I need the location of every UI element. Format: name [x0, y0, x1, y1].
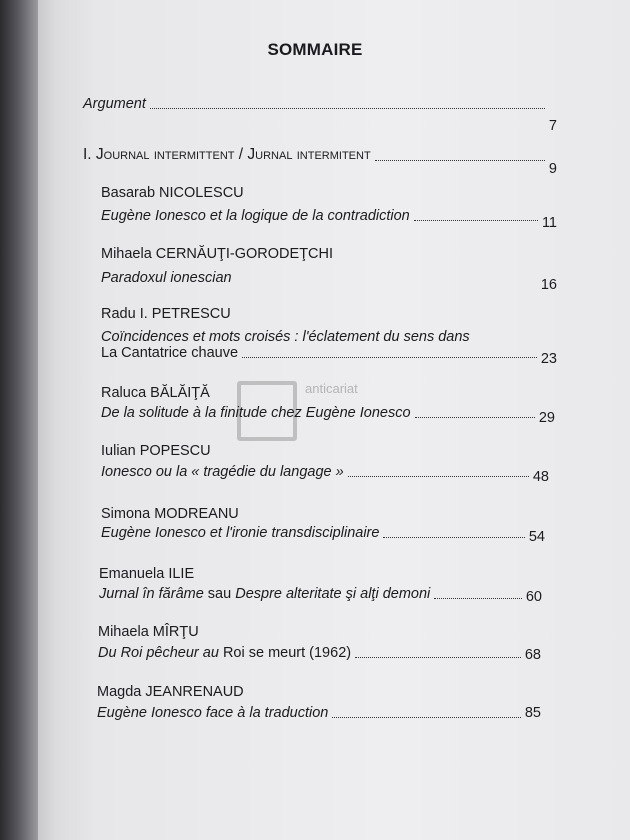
toc-page: 23: [540, 351, 557, 367]
toc-title: Eugène Ionesco face à la traduction: [97, 705, 329, 721]
toc-page: 54: [528, 529, 545, 545]
toc-page: 9: [548, 161, 557, 177]
toc-row: [97, 705, 541, 721]
dot-leader: [383, 536, 524, 538]
dot-leader: [242, 356, 537, 358]
toc-page: 85: [524, 705, 541, 721]
toc-author: Simona MODREANU: [101, 506, 239, 522]
book-binding-shadow: [0, 0, 38, 840]
dot-leader: [415, 416, 535, 418]
toc-author: Magda JEANRENAUD: [97, 684, 244, 700]
toc-title-part: Despre alteritate şi alţi demoni: [235, 586, 431, 602]
toc-page: 29: [538, 410, 555, 426]
toc-label: Argument: [83, 96, 146, 112]
toc-row: [101, 464, 549, 485]
toc-row: [101, 208, 557, 231]
toc-page: 60: [525, 589, 542, 605]
dot-leader: [414, 219, 538, 221]
dot-leader: [150, 107, 545, 109]
toc-title: Paradoxul ionescian: [101, 270, 232, 286]
toc-row: [101, 345, 557, 367]
toc-title-cont: La Cantatrice chauve: [101, 345, 239, 361]
toc-page: 7: [548, 118, 557, 134]
toc-title-part: Roi se meurt: [222, 645, 306, 661]
dot-leader: [375, 159, 545, 161]
toc-row: [98, 645, 541, 661]
toc-title: Coïncidences et mots croisés : l'éclatement du sens dans: [101, 329, 470, 345]
toc-row: [99, 586, 542, 605]
toc-title-part: Du Roi pêcheur au: [98, 645, 223, 661]
toc-author: Raluca BĂLĂIŢĂ: [101, 385, 210, 401]
toc-title: [99, 586, 430, 602]
toc-page: 16: [540, 277, 557, 293]
toc-author: Mihaela CERNĂUŢI-GORODEŢCHI: [101, 246, 334, 262]
toc-row: [101, 525, 545, 545]
toc-author: Basarab NICOLESCU: [101, 185, 244, 201]
dot-leader: [355, 656, 521, 658]
toc-author: Iulian POPESCU: [101, 443, 211, 459]
toc-row-section: [83, 146, 557, 177]
dot-leader: [434, 597, 522, 599]
toc-row: [101, 270, 557, 293]
toc-title-part: Jurnal în fărâme: [99, 586, 204, 602]
toc-title: Eugène Ionesco et la logique de la contradiction: [101, 208, 410, 224]
toc-page: 68: [524, 647, 541, 663]
toc-title-part: sau: [203, 586, 236, 602]
toc-title-part: (1962): [305, 645, 352, 661]
toc-title: De la solitude à la finitude chez Eugène Ionesco: [101, 405, 411, 421]
toc-author: Emanuela ILIE: [99, 566, 195, 582]
toc-page: 48: [532, 469, 549, 485]
dot-leader: [348, 475, 529, 477]
toc-page: 11: [541, 215, 557, 231]
dot-leader: [332, 716, 521, 718]
toc-title: Eugène Ionesco et l'ironie transdisciplinaire: [101, 525, 380, 541]
toc-title: Ionesco ou la « tragédie du langage »: [101, 464, 344, 480]
toc-title: [98, 645, 351, 661]
toc-section-label: I. Journal intermittent / Jurnal intermitent: [83, 146, 371, 163]
toc-row-argument: [83, 96, 557, 134]
toc-author: Radu I. PETRESCU: [101, 306, 231, 322]
toc-row: [101, 405, 555, 426]
toc-author: Mihaela MÎRŢU: [98, 624, 199, 640]
page-title: SOMMAIRE: [267, 40, 363, 59]
watermark-text: anticariat: [305, 381, 358, 396]
